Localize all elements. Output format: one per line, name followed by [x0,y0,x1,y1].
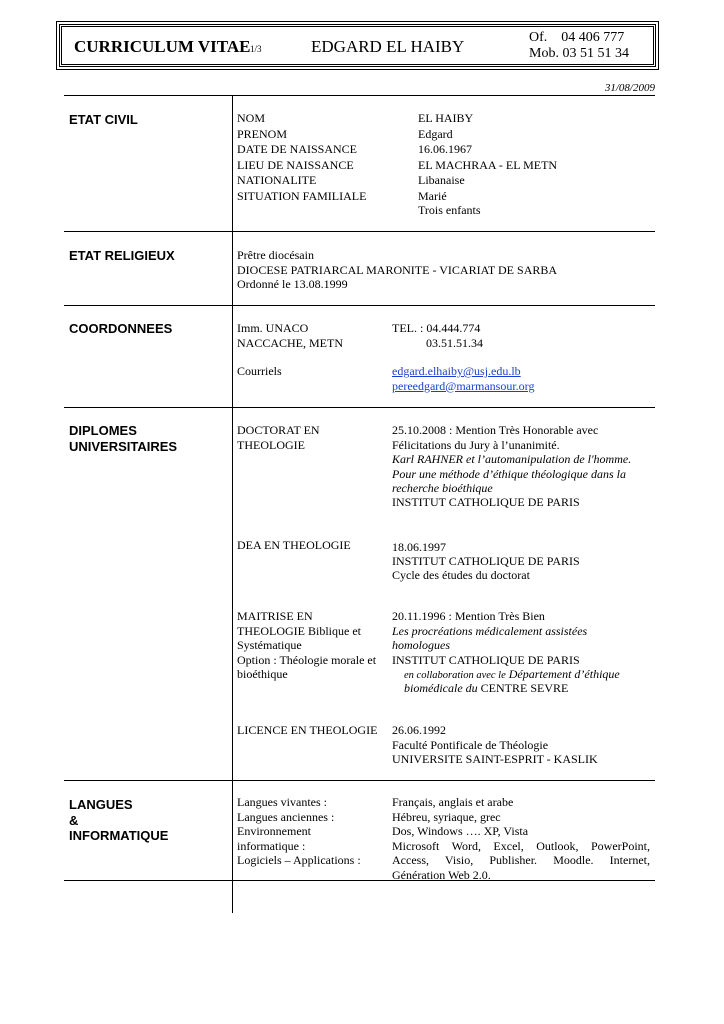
dea-institution: INSTITUT CATHOLIQUE DE PARIS [392,553,580,568]
office-label: Of. [529,30,548,45]
document-date: 31/08/2009 [604,82,655,94]
etat-civil-value: EL MACHRAA - EL METN [418,157,558,172]
maitrise-institution: INSTITUT CATHOLIQUE DE PARIS [392,652,580,667]
religious-status: Prêtre diocésain [237,248,314,262]
address-line-1: Imm. UNACO [237,321,309,335]
divider-3 [64,407,655,408]
divider-2 [64,305,655,306]
maitrise-mention: 20.11.1996 : Mention Très Bien [392,609,545,623]
dea-date: 18.06.1997 [392,539,446,554]
etat-civil-label: LIEU DE NAISSANCE [237,157,354,172]
collab-prefix: en collaboration avec le [404,670,506,681]
doctorat-felicitations: Félicitations du Jury à l’unanimité. [392,437,560,452]
living-languages-value: Français, anglais et arabe [392,795,514,809]
doctorat-mention: 25.10.2008 : Mention Très Honorable avec [392,423,599,437]
mobile-phone: 03 51 51 34 [562,46,629,61]
etat-civil-label: PRENOM [237,126,288,141]
maitrise-option: Option : Théologie morale et [237,652,377,667]
document-title: CURRICULUM VITAE [74,37,251,56]
address-line-2: NACCACHE, METN [237,335,344,350]
section-coordonnees-title: COORDONNEES [69,321,173,336]
collab-centre: CENTRE SEVRE [480,681,569,695]
etat-civil-label: NATIONALITE [237,173,317,187]
section-langues-title: LANGUES [69,797,133,812]
email-link-marmansour[interactable]: pereedgard@marmansour.org [392,378,535,393]
licence-faculty: Faculté Pontificale de Théologie [392,737,549,752]
person-name: EDGARD EL HAIBY [311,37,465,56]
page-number: 1/3 [250,44,262,54]
doctorat-thesis-title: Karl RAHNER et l’automanipulation de l'homme. Pour une méthode d’éthique théologique dans la recherche bioéthique [392,452,632,495]
section-informatique-title: INFORMATIQUE [69,828,169,843]
environment-value: Dos, Windows …. XP, Vista [392,824,529,838]
doctorat-label: DOCTORAT EN [237,423,320,437]
collab-bio: biomédicale du [404,681,478,695]
software-value: Microsoft Word, Excel, Outlook, PowerPoint, Access, Visio, Publisher. Moodle. Internet, Génération Web 2.0. [392,838,650,882]
software-label: Logiciels – Applications : [237,853,361,867]
section-diplomes-subtitle: UNIVERSITAIRES [69,439,178,454]
environment-label: Environnement [237,824,311,838]
doctorat-institution: INSTITUT CATHOLIQUE DE PARIS [392,495,580,509]
etat-civil-label: DATE DE NAISSANCE [237,142,357,156]
divider-1 [64,231,655,232]
licence-label: LICENCE EN THEOLOGIE [237,723,378,737]
section-etat-religieux-title: ETAT RELIGIEUX [69,248,175,263]
divider-top [64,95,655,96]
office-phone-line [529,30,624,45]
diocese: DIOCESE PATRIARCAL MARONITE - VICARIAT DE SARBA [237,262,558,277]
licence-university: UNIVERSITE SAINT-ESPRIT - KASLIK [392,752,598,766]
maitrise-thesis-title-2: homologues [392,638,450,652]
ordination-date: Ordonné le 13.08.1999 [237,277,348,291]
etat-civil-value: EL HAIBY [418,111,474,125]
email-link-usj[interactable]: edgard.elhaiby@usj.edu.lb [392,364,521,378]
etat-civil-value: Edgard [418,126,453,141]
section-langues-ampersand: & [69,813,79,828]
maitrise-thesis-title: Les procréations médicalement assistées [392,623,588,638]
etat-civil-label: SITUATION FAMILIALE [237,188,367,203]
dea-label: DEA EN THEOLOGIE [237,538,351,552]
maitrise-label-3: Systématique [237,638,302,652]
dea-note: Cycle des études du doctorat [392,567,530,582]
maitrise-label-2: THEOLOGIE Biblique et [237,623,361,638]
environment-label-2: informatique : [237,838,306,853]
ancient-languages-value: Hébreu, syriaque, grec [392,809,501,824]
mobile-phone-line [529,46,629,61]
ancient-languages-label: Langues anciennes : [237,809,335,824]
etat-civil-value: Marié [418,188,447,203]
office-phone: 04 406 777 [561,30,625,45]
etat-civil-value: Libanaise [418,173,465,187]
telephone-1: TEL. : 04.444.774 [392,321,481,335]
etat-civil-value: 16.06.1967 [418,142,472,156]
mobile-label: Mob. [529,46,559,61]
etat-civil-label: NOM [237,111,266,125]
living-languages-label: Langues vivantes : [237,795,327,809]
emails-label: Courriels [237,364,282,378]
etat-civil-extra: Trois enfants [418,203,481,217]
licence-date: 26.06.1992 [392,723,446,737]
section-etat-civil-title: ETAT CIVIL [69,112,138,127]
section-diplomes-title: DIPLOMES [69,423,137,438]
collab-department: Département d’éthique [508,667,620,681]
header-box [59,24,656,67]
maitrise-option-2: bioéthique [237,667,288,681]
column-divider [232,95,233,913]
doctorat-label-2: THEOLOGIE [237,437,305,452]
telephone-2: 03.51.51.34 [426,335,483,350]
maitrise-collaboration-2 [404,681,568,696]
maitrise-label: MAITRISE EN [237,609,313,623]
divider-4 [64,780,655,781]
